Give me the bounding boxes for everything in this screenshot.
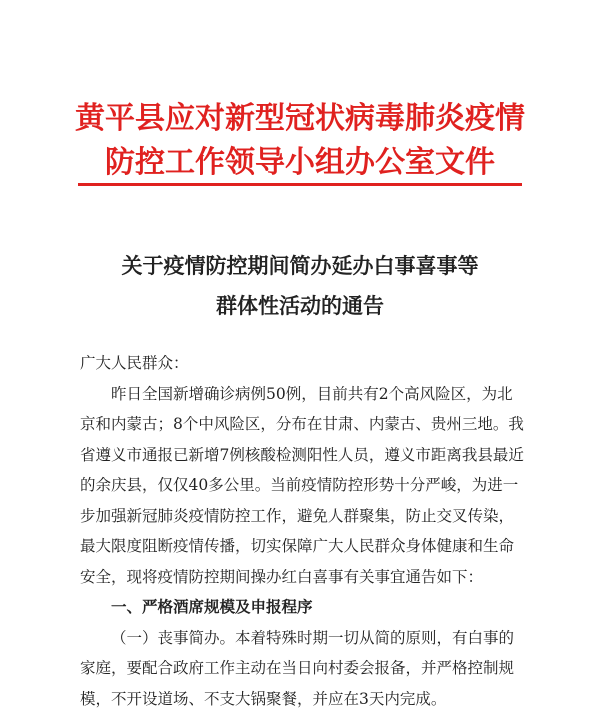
paragraph-line: 昨日全国新增确诊病例50例，目前共有2个高风险区，为北 bbox=[80, 379, 542, 410]
paragraph-line: 安全，现将疫情防控期间操办红白喜事有关事宜通告如下： bbox=[80, 562, 542, 593]
document-body bbox=[80, 348, 542, 714]
section-heading: 一、严格酒席规模及申报程序 bbox=[80, 592, 542, 623]
document-title bbox=[0, 246, 600, 326]
paragraph-line: 的余庆县，仅仅40多公里。当前疫情防控形势十分严峻，为进一 bbox=[80, 470, 542, 501]
document-red-header bbox=[0, 97, 600, 185]
paragraph-line: 家庭，要配合政府工作主动在当日向村委会报备，并严格控制规 bbox=[80, 653, 542, 684]
paragraph-line: 京和内蒙古；8个中风险区，分布在甘肃、内蒙古、贵州三地。我 bbox=[80, 409, 542, 440]
header-line-2: 防控工作领导小组办公室文件 bbox=[0, 141, 600, 185]
paragraph-line: 省遵义市通报已新增7例核酸检测阳性人员，遵义市距离我县最近 bbox=[80, 440, 542, 471]
salutation: 广大人民群众： bbox=[80, 348, 542, 379]
paragraph-line: （一）丧事简办。本着特殊时期一切从简的原则，有白事的 bbox=[80, 623, 542, 654]
red-divider-rule bbox=[78, 183, 522, 186]
header-line-1: 黄平县应对新型冠状病毒肺炎疫情 bbox=[0, 97, 600, 141]
title-line-2: 群体性活动的通告 bbox=[0, 286, 600, 326]
paragraph-line: 模，不开设道场、不支大锅聚餐，并应在3天内完成。 bbox=[80, 684, 542, 714]
title-line-1: 关于疫情防控期间简办延办白事喜事等 bbox=[0, 246, 600, 286]
paragraph-line: 最大限度阻断疫情传播，切实保障广大人民群众身体健康和生命 bbox=[80, 531, 542, 562]
paragraph-line: 步加强新冠肺炎疫情防控工作，避免人群聚集，防止交叉传染， bbox=[80, 501, 542, 532]
